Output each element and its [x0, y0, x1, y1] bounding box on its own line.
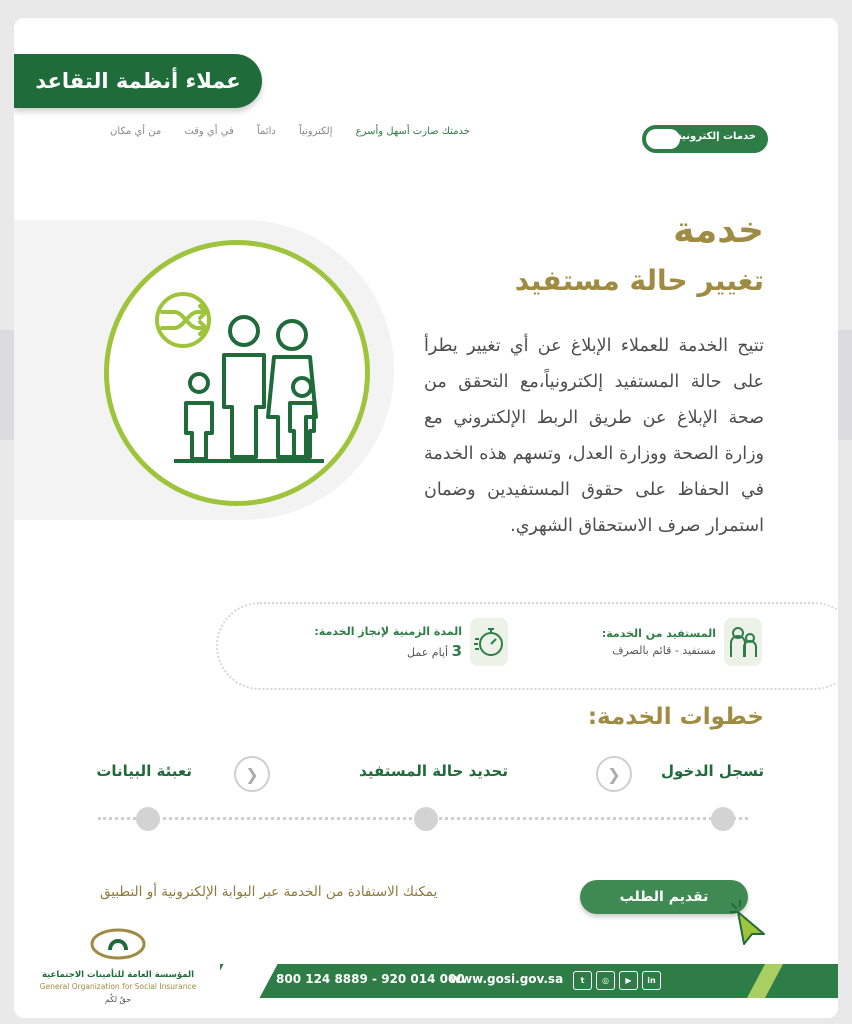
step-marker [711, 807, 735, 831]
header-banner: عملاء أنظمة التقاعد [14, 54, 262, 108]
beneficiary-value: مستفيد - قائم بالصرف [612, 644, 716, 657]
page-card [14, 18, 838, 1018]
toggle-label: خدمات إلكترونية [676, 131, 756, 142]
cursor-icon [730, 900, 770, 946]
footer-website[interactable]: www.gosi.gov.sa [450, 972, 564, 986]
step-set-status: تحديد حالة المستفيد [359, 762, 508, 780]
tagline-item: دائماً [256, 126, 276, 137]
tagline-item: خدمتك صارت أسهل وأسرع [355, 126, 470, 137]
toggle-knob [646, 129, 680, 149]
service-description: تتيح الخدمة للعملاء الإبلاغ عن أي تغيير يطرأ على حالة المستفيد إلكترونياً،مع التحقق من صحة الإبلاغ عن طريق الربط الإلكتروني مع وزارة الصحة ووزارة العدل، وتسهم هذه الخدمة في الحفاظ على حقوق المستفيدين وضمان استمرار صرف الاستحقاق الشهري. [424, 336, 764, 536]
shuffle-icon [148, 290, 218, 350]
chevron-left-icon: ❮ [596, 756, 632, 792]
duration-number: 3 [451, 641, 462, 660]
steps-title: خطوات الخدمة: [587, 704, 764, 730]
tagline-item: في أي وقت [184, 126, 234, 137]
beneficiary-icon [724, 618, 762, 666]
beneficiary-info [602, 618, 762, 666]
tagline-item: من أي مكان [110, 126, 162, 137]
twitter-icon[interactable]: t [573, 971, 592, 990]
chevron-left-icon: ❮ [234, 756, 270, 792]
duration-label: المدة الزمنية لإنجاز الخدمة: [314, 624, 462, 638]
instagram-icon[interactable]: ◎ [596, 971, 615, 990]
submit-request-button[interactable]: تقديم الطلب [580, 880, 748, 914]
youtube-icon[interactable]: ▶ [619, 971, 638, 990]
gosi-emblem-icon [88, 926, 148, 962]
logo-slogan: حقٌ لكُم [104, 995, 132, 1004]
logo-name-en: General Organization for Social Insurance [39, 982, 197, 991]
tagline-item: إلكترونياً [298, 126, 333, 137]
gosi-logo [28, 926, 208, 1018]
tagline [110, 126, 470, 137]
step-fill-data: تعبئة البيانات [96, 762, 192, 780]
e-services-toggle[interactable] [642, 125, 768, 153]
beneficiary-label: المستفيد من الخدمة: [601, 627, 716, 640]
footer-phones: 800 124 8889 - 920 014 000 [276, 972, 465, 986]
step-login: تسجل الدخول [661, 762, 764, 780]
availability-text: يمكنك الاستفادة من الخدمة عبر البوابة الإلكترونية أو التطبيق [100, 884, 438, 900]
social-links [573, 971, 661, 990]
duration-unit: أيام عمل [407, 645, 449, 659]
stopwatch-icon [470, 618, 508, 666]
duration-info [314, 618, 508, 666]
logo-name-ar: المؤسسة العامة للتأمينات الاجتماعية [41, 970, 195, 980]
step-marker [136, 807, 160, 831]
duration-value [314, 642, 462, 660]
step-marker [414, 807, 438, 831]
service-hint: خدمة [673, 210, 764, 251]
service-title: تغيير حالة مستفيد [514, 264, 764, 297]
linkedin-icon[interactable]: in [642, 971, 661, 990]
